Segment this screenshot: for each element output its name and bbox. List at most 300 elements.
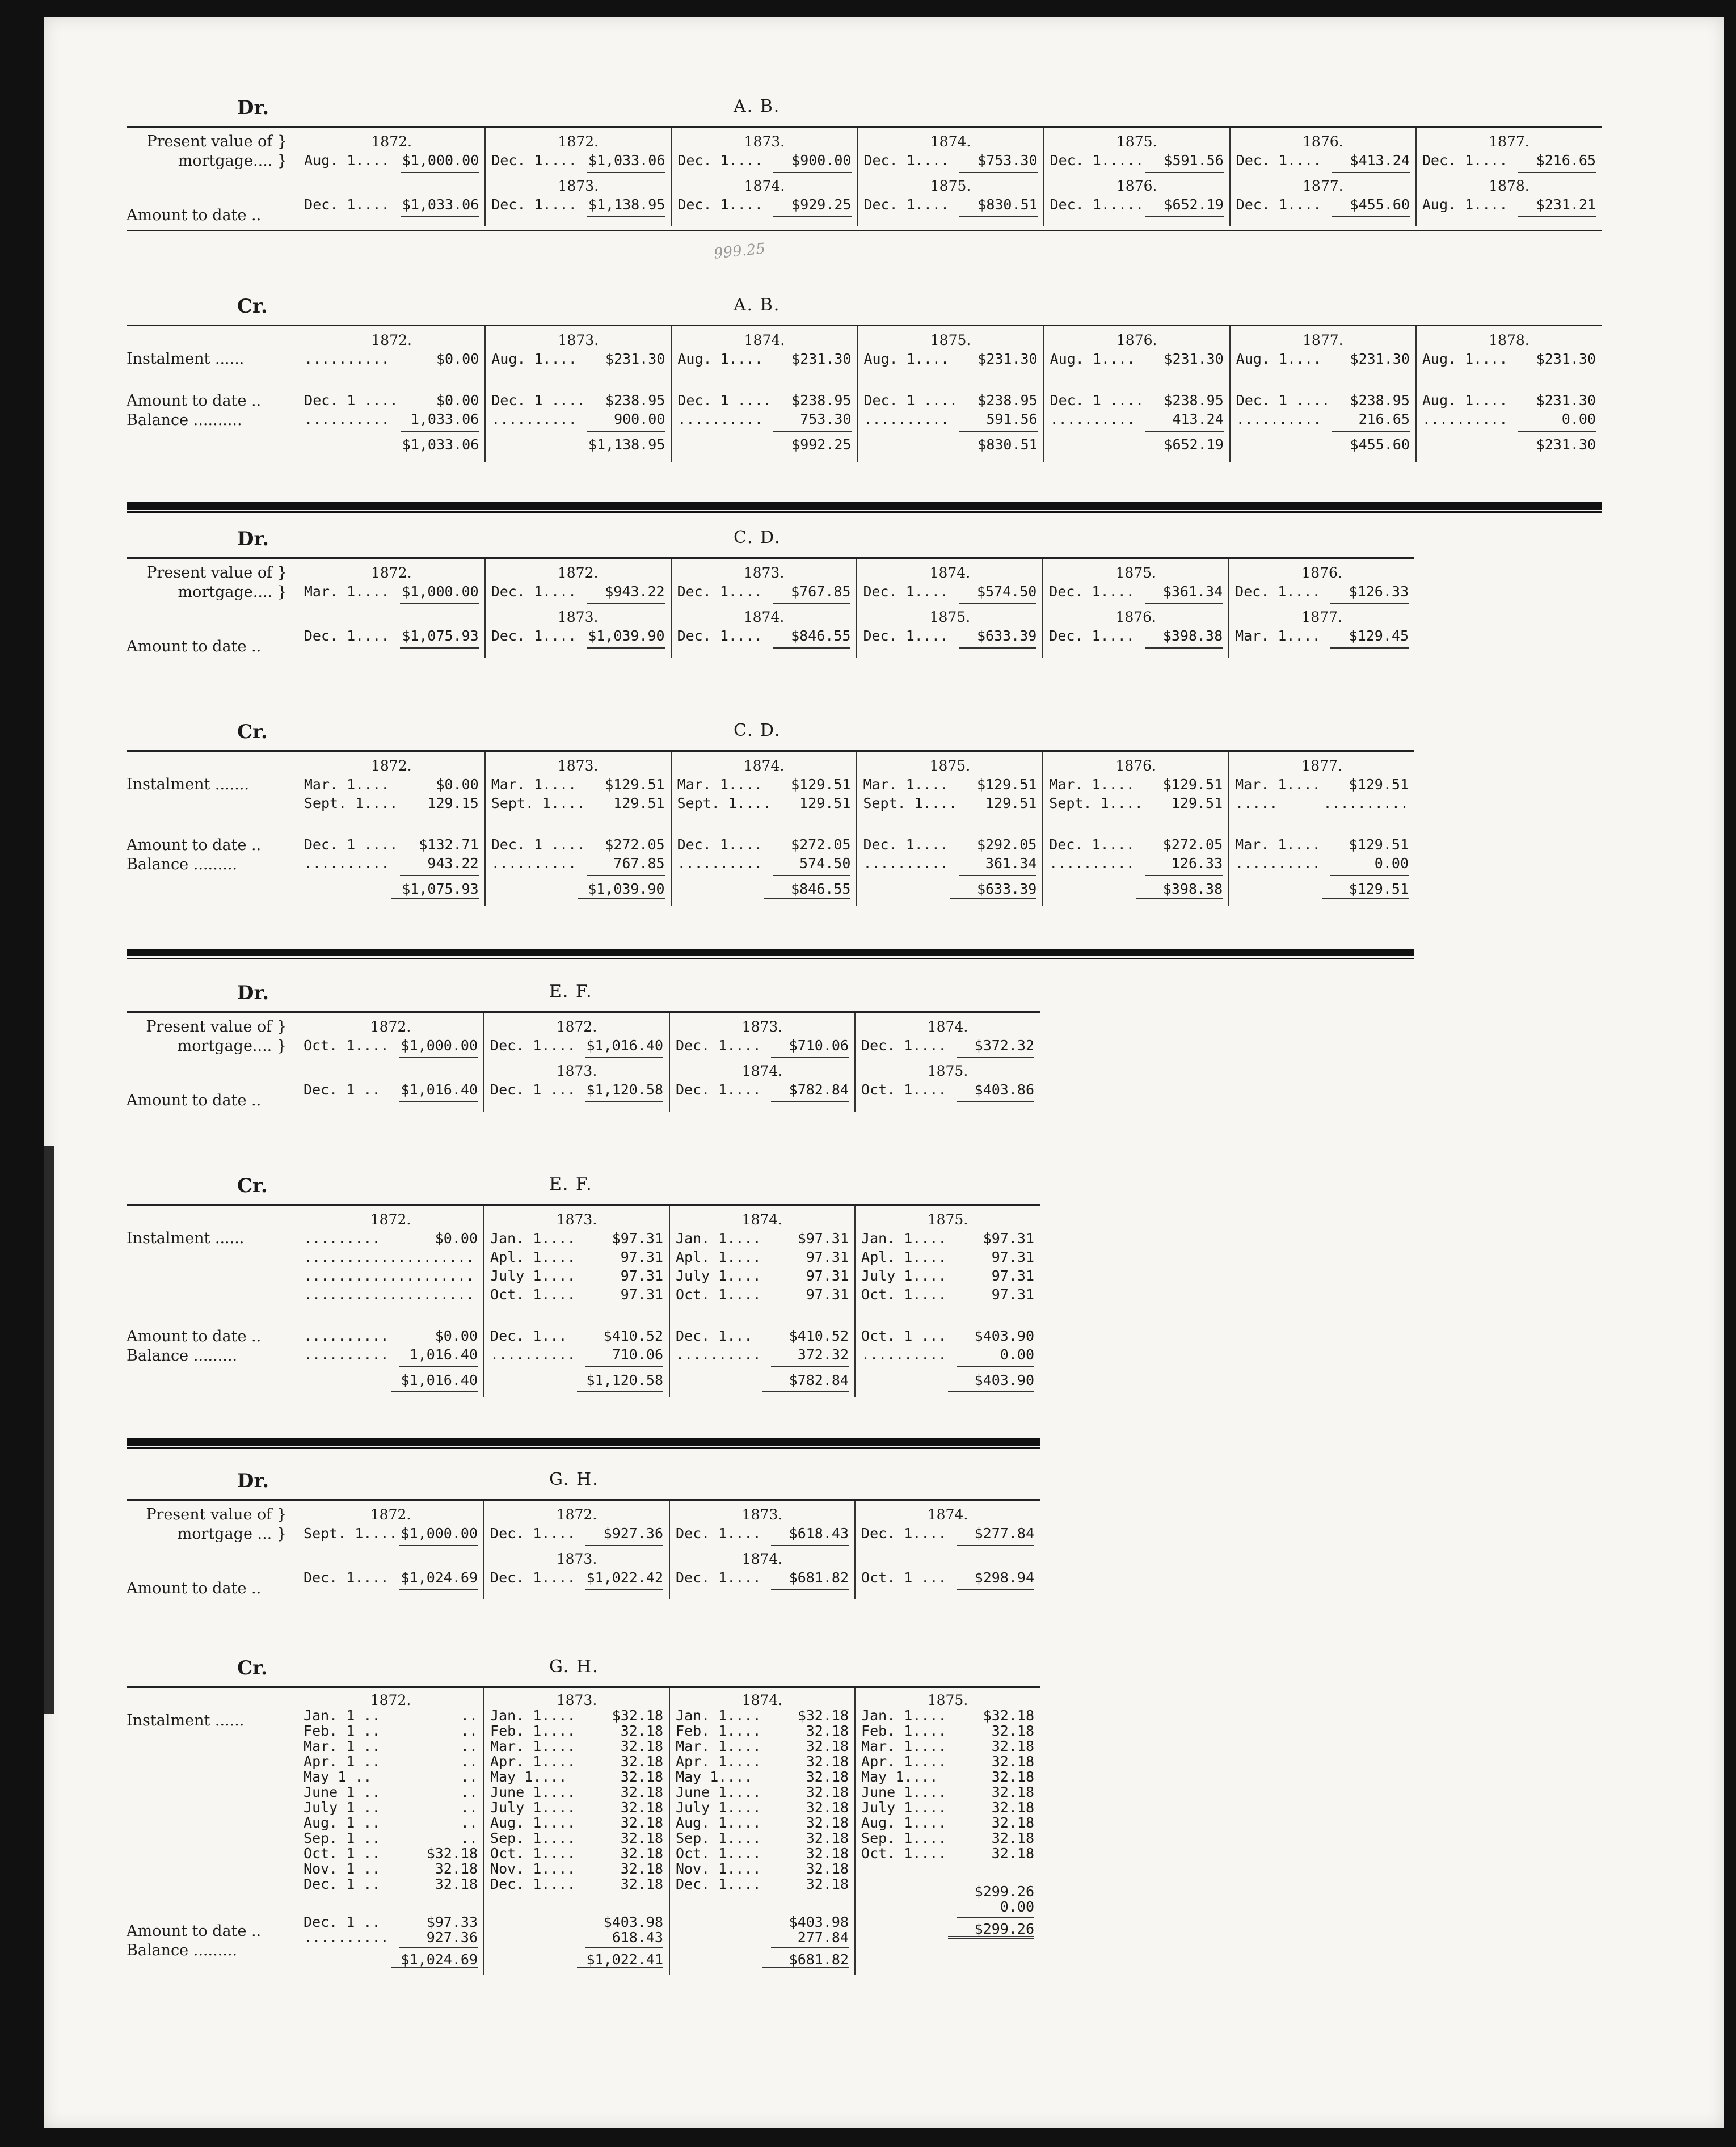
year-label [304,176,479,195]
total-line [677,435,851,454]
entry-date: Dec. 1.... [1235,583,1321,600]
amount-to-date-label: Amount to date .. [127,1328,262,1345]
entry-date: Jan. 1.... [490,1707,576,1724]
year-label: 1875. [930,178,971,194]
entry-line [1049,835,1223,854]
entry-amount: $1,016.40 [586,1037,664,1054]
entry-amount: 591.56 [986,411,1038,427]
underline [773,172,852,173]
debit-label: Dr. [237,96,269,119]
underline [587,431,665,432]
entry-line [861,1884,1034,1899]
entry-line [677,794,851,813]
entry-line [304,1930,478,1945]
underline [957,1057,1034,1058]
entry-amount: $361.34 [1162,583,1223,600]
row-labels [127,752,298,906]
entry-amount: $231.30 [605,351,665,367]
year-column [1043,128,1229,226]
section-title: A. B. [734,295,781,315]
amount-to-date-label: Amount to date .. [127,207,262,224]
year-column [854,1013,1040,1112]
entry-line [1422,151,1596,170]
entry-line [676,1285,849,1304]
entry-date: .......... [491,855,577,872]
year-label: 1873. [744,133,785,150]
entry-line [304,1738,478,1754]
total-line [304,435,479,454]
entry-date: .......... [1050,411,1136,427]
year-label: 1874. [741,1063,783,1079]
entry-line [676,1723,849,1738]
entry-amount: $0.00 [435,1328,478,1344]
credit-label: Cr. [237,1657,268,1679]
entry-date: Oct. 1.... [490,1286,576,1303]
entry-amount: $1,000.00 [402,583,479,600]
entry-line [861,1754,1034,1769]
spacer [127,794,298,836]
year-label: 1877. [1301,609,1342,625]
underline [1332,172,1410,173]
entry-date: Dec. 1 .. [304,1876,381,1892]
entry-amount: $129.51 [791,776,851,793]
entry-line [677,582,851,601]
entry-date: Oct. 1.... [861,1286,947,1303]
entry-amount: 97.31 [620,1249,664,1265]
entry-amount: 0.00 [1561,411,1596,427]
year-column [483,1206,669,1397]
entry-line [490,1769,663,1784]
entry-line [676,1568,849,1587]
underline [957,1366,1034,1367]
year-label [304,1062,478,1080]
entry-line [491,854,665,873]
total-line [1236,435,1410,454]
entry-line [677,195,851,214]
entry-line [676,1784,849,1800]
entry-date: Aug. 1.... [676,1815,761,1831]
entry-line [1049,775,1223,794]
ab-debit-section [127,91,1602,231]
entry-date: .......... [490,1346,576,1363]
entry-date: .......... [304,1328,389,1344]
spacer [676,1304,849,1327]
entry-date: Dec. 1.... [491,628,577,644]
entry-line [861,1784,1034,1800]
entry-line [676,1266,849,1285]
entry-date: ..... [1235,795,1278,811]
entry-date: .......... [304,855,390,872]
entry-amount: .. [460,1753,478,1770]
ledger-page [44,17,1724,2128]
double-underline [764,898,851,900]
ab-credit-section [127,289,1602,462]
underline [771,1589,849,1590]
underline [585,1366,663,1367]
entry-amount: 32.18 [806,1860,849,1877]
total-line [863,879,1036,898]
entry-line [861,1899,1034,1914]
entry-line [861,1345,1034,1364]
spacer [127,1248,298,1327]
entry-amount: $129.51 [976,776,1037,793]
entry-line [491,410,665,428]
total-amount: $1,022.41 [586,1951,664,1968]
entry-amount: .. [460,1799,478,1816]
entry-line [864,410,1038,428]
entry-date: Aug. 1.... [1050,351,1136,367]
entry-amount: 372.32 [797,1346,849,1363]
underline [1332,431,1410,432]
entry-date: May 1.... [490,1769,567,1785]
entry-date: .......... [1235,855,1321,872]
entry-amount: $1,033.06 [402,196,479,213]
entry-date: .......... [304,351,390,367]
entry-date: Aug. 1.... [490,1815,576,1831]
entry-line [676,1876,849,1892]
total-line [1422,435,1596,454]
section-divider [127,502,1602,510]
underline [585,1057,663,1058]
entry-date: Dec. 1 .... [1236,392,1330,409]
entry-line [1235,626,1409,645]
entry-amount: 32.18 [806,1876,849,1892]
entry-amount: $1,138.95 [588,196,665,213]
entry-line [490,1723,663,1738]
entry-amount: $753.30 [977,152,1038,169]
entry-amount: 97.31 [991,1249,1035,1265]
entry-amount: 97.31 [806,1268,849,1284]
debit-columns [127,1501,1040,1599]
entry-line [304,1285,478,1304]
entry-amount: .. [460,1707,478,1724]
entry-amount: $129.51 [1349,776,1409,793]
entry-line [677,350,851,368]
entry-line [304,1708,478,1723]
entry-line [304,1769,478,1784]
total-amount: $1,075.93 [402,881,479,897]
entry-amount: $403.98 [789,1914,849,1930]
entry-amount: $1,016.40 [401,1081,478,1098]
entry-date: Dec. 1.... [491,583,577,600]
year-label: 1875. [1115,565,1157,581]
entry-date: Dec. 1.... [491,152,577,169]
entry-date: Nov. 1.... [676,1860,761,1877]
spacer [1422,368,1596,391]
entry-date: Dec. 1.... [677,836,763,853]
entry-line [676,1846,849,1861]
entry-line [677,775,851,794]
entry-date: Feb. 1.... [861,1723,947,1739]
underline [959,875,1037,876]
year-column [1043,326,1229,462]
entry-line [861,1568,1034,1587]
present-value-label: Present value of } [146,133,288,150]
entry-line [864,195,1038,214]
entry-line [863,582,1036,601]
row-labels [127,128,298,226]
entry-date: Oct. 1 .. [304,1845,381,1862]
entry-date: July 1 .. [304,1799,381,1816]
entry-line [490,1754,663,1769]
entry-line [490,1568,663,1587]
entry-line [676,1861,849,1876]
underline [773,603,851,604]
total-amount: $231.30 [1536,436,1596,453]
entry-line [490,1248,663,1266]
year-column [671,326,857,462]
entry-date: Mar. 1.... [863,776,949,793]
entry-line [491,626,665,645]
entry-line [861,1036,1034,1055]
section-title: E. F. [549,1174,593,1194]
entry-amount: $574.50 [976,583,1037,600]
entry-line [1422,350,1596,368]
entry-date: Dec. 1.... [1422,152,1508,169]
spacer [127,1693,298,1711]
entry-amount: $710.06 [789,1037,849,1054]
entry-amount: $681.82 [789,1569,849,1586]
entry-line [304,794,479,813]
entry-amount: 32.18 [991,1769,1035,1785]
entry-line [676,1815,849,1830]
spacer [861,1304,1034,1327]
entry-date: Apr. 1.... [490,1753,576,1770]
entry-line [1235,794,1409,813]
entry-amount: $652.19 [1164,196,1224,213]
year-label: 1876. [1303,133,1343,150]
entry-date: Dec. 1.... [676,1876,761,1892]
underline [957,1917,1034,1918]
entry-amount: 32.18 [806,1769,849,1785]
entry-date: .......... [676,1346,761,1363]
year-label: 1872. [370,1211,411,1228]
total-amount: $403.90 [974,1372,1035,1388]
entry-amount: $943.22 [605,583,665,600]
entry-amount: 32.18 [806,1830,849,1846]
entry-amount: 0.00 [1000,1346,1035,1363]
entry-amount: 32.18 [620,1799,664,1816]
underline [401,172,479,173]
entry-amount: 216.65 [1358,411,1410,427]
year-label: 1874. [741,1692,783,1708]
year-label: 1872. [556,1018,597,1035]
underline [585,1545,663,1546]
year-label: 1873. [558,178,599,194]
entry-amount: $846.55 [791,628,851,644]
total-line [491,435,665,454]
double-underline [578,454,665,456]
total-amount: $1,024.69 [401,1951,478,1968]
total-line [861,1371,1034,1390]
entry-line [304,1800,478,1815]
entry-date: Mar. 1.... [677,776,763,793]
year-column [669,1013,854,1112]
year-column [484,559,671,658]
entry-amount: 97.31 [991,1268,1035,1284]
underline [771,1545,849,1546]
ef-credit-section [127,1169,1040,1397]
entry-amount: $455.60 [1350,196,1410,213]
credit-columns [127,1688,1040,1975]
year-label: 1872. [370,1506,411,1523]
entry-date: Dec. 1.... [1049,628,1135,644]
year-column [483,1688,669,1975]
total-line [490,1371,663,1390]
entry-date: .......... [1422,411,1508,427]
double-underline [1509,454,1596,456]
instalment-label: Instalment ....... [127,776,249,793]
total-amount: $830.51 [977,436,1038,453]
ef-debit-section [127,976,1040,1112]
year-label: 1874. [930,133,971,150]
entry-line [861,1830,1034,1846]
year-column [1415,326,1602,462]
entry-amount: 413.24 [1172,411,1224,427]
entry-amount: 32.18 [620,1830,664,1846]
year-label: 1874. [927,1018,968,1035]
double-underline [1323,454,1410,456]
entry-amount: $97.31 [797,1230,849,1247]
mortgage-label: mortgage ... } [177,1525,287,1543]
entry-amount: $403.86 [974,1081,1035,1098]
entry-line [491,775,665,794]
spacer [1049,813,1223,835]
spacer [863,813,1036,835]
spacer [864,368,1038,391]
entry-date: Apl. 1.... [861,1249,947,1265]
underline [959,172,1038,173]
entry-line [490,1861,663,1876]
total-line [676,1371,849,1390]
entry-line [304,1784,478,1800]
year-label: 1872. [371,565,412,581]
entry-date: ......... [304,1230,381,1247]
underline [400,603,479,604]
year-label: 1873. [741,1018,783,1035]
entry-line [863,854,1036,873]
entry-amount: 32.18 [806,1753,849,1770]
total-line [304,879,479,898]
entry-amount: $403.90 [974,1328,1035,1344]
entry-date: Dec. 1 .... [863,392,958,409]
double-underline [1137,454,1224,456]
spacer [491,813,665,835]
entry-amount: 927.36 [426,1929,478,1946]
underline [959,216,1038,217]
entry-amount: $277.84 [974,1525,1035,1542]
entry-amount: $1,000.00 [402,152,479,169]
entry-amount: .. [460,1769,478,1785]
entry-amount: $32.18 [612,1707,664,1724]
entry-amount: $1,033.06 [588,152,665,169]
entry-date: Feb. 1.... [676,1723,761,1739]
entry-amount: 97.31 [620,1286,664,1303]
entry-line [676,1769,849,1784]
entry-date: .......... [1236,411,1322,427]
entry-amount: $299.26 [974,1883,1035,1900]
entry-line [491,582,665,601]
present-value-label: Present value of } [146,1506,287,1523]
debit-columns [127,1013,1040,1112]
entry-amount: $231.30 [1536,392,1596,409]
instalment-label: Instalment ...... [127,1712,245,1729]
entry-date: Jan. 1.... [861,1707,947,1724]
debit-label: Dr. [237,982,269,1004]
entry-amount: 32.18 [620,1860,664,1877]
entry-amount: 32.18 [435,1876,478,1892]
year-label: 1874. [927,1506,968,1523]
entry-line [304,391,479,410]
entry-line [304,582,479,601]
year-column [483,1013,669,1112]
entry-date: Mar. 1.... [1235,776,1321,793]
entry-line [676,1754,849,1769]
year-label: 1875. [1116,133,1157,150]
year-column [671,128,857,226]
present-value-label: Present value of } [146,1018,287,1035]
entry-line [864,391,1038,410]
entry-line [1236,391,1410,410]
entry-amount: $292.05 [976,836,1037,853]
spacer [490,1304,663,1327]
entry-amount: $231.30 [1350,351,1410,367]
year-label: 1874. [929,565,971,581]
year-column [298,1206,483,1397]
entry-date: June 1.... [861,1784,947,1800]
underline [587,216,665,217]
entry-date: Sep. 1.... [861,1830,947,1846]
entry-amount: $1,000.00 [401,1525,478,1542]
spacer [127,331,298,350]
entry-amount: $298.94 [974,1569,1035,1586]
year-label: 1872. [370,1692,411,1708]
entry-amount: 32.18 [806,1784,849,1800]
total-line [1235,879,1409,898]
entry-line [304,835,479,854]
underline [771,1057,849,1058]
entry-amount: $830.51 [977,196,1038,213]
year-column [484,128,671,226]
entry-date: .......... [677,411,763,427]
entry-amount: $216.65 [1536,152,1596,169]
double-underline [391,1390,478,1392]
entry-line [861,1738,1034,1754]
year-column [854,1688,1040,1975]
entry-date: Dec. 1.... [676,1569,761,1586]
entry-line [861,1285,1034,1304]
entry-amount: $0.00 [436,392,479,409]
spacer [1050,368,1224,391]
entry-amount: 32.18 [806,1738,849,1754]
entry-amount: $32.18 [426,1845,478,1862]
year-label: 1874. [744,332,785,348]
entry-date: Apr. 1 .. [304,1753,381,1770]
entry-date: July 1.... [676,1799,761,1816]
year-label: 1876. [1115,609,1157,625]
entry-amount: $372.32 [974,1037,1035,1054]
entry-line [490,1285,663,1304]
entry-date: Dec. 1 .... [491,392,585,409]
entry-date: Aug. 1.... [863,351,950,367]
entry-amount: 32.18 [991,1815,1035,1831]
underline [1145,216,1224,217]
amount-to-date-label: Amount to date .. [127,836,262,854]
spacer [677,813,851,835]
year-label [304,608,479,626]
entry-amount: .......... [1323,795,1409,811]
entry-line [490,1800,663,1815]
